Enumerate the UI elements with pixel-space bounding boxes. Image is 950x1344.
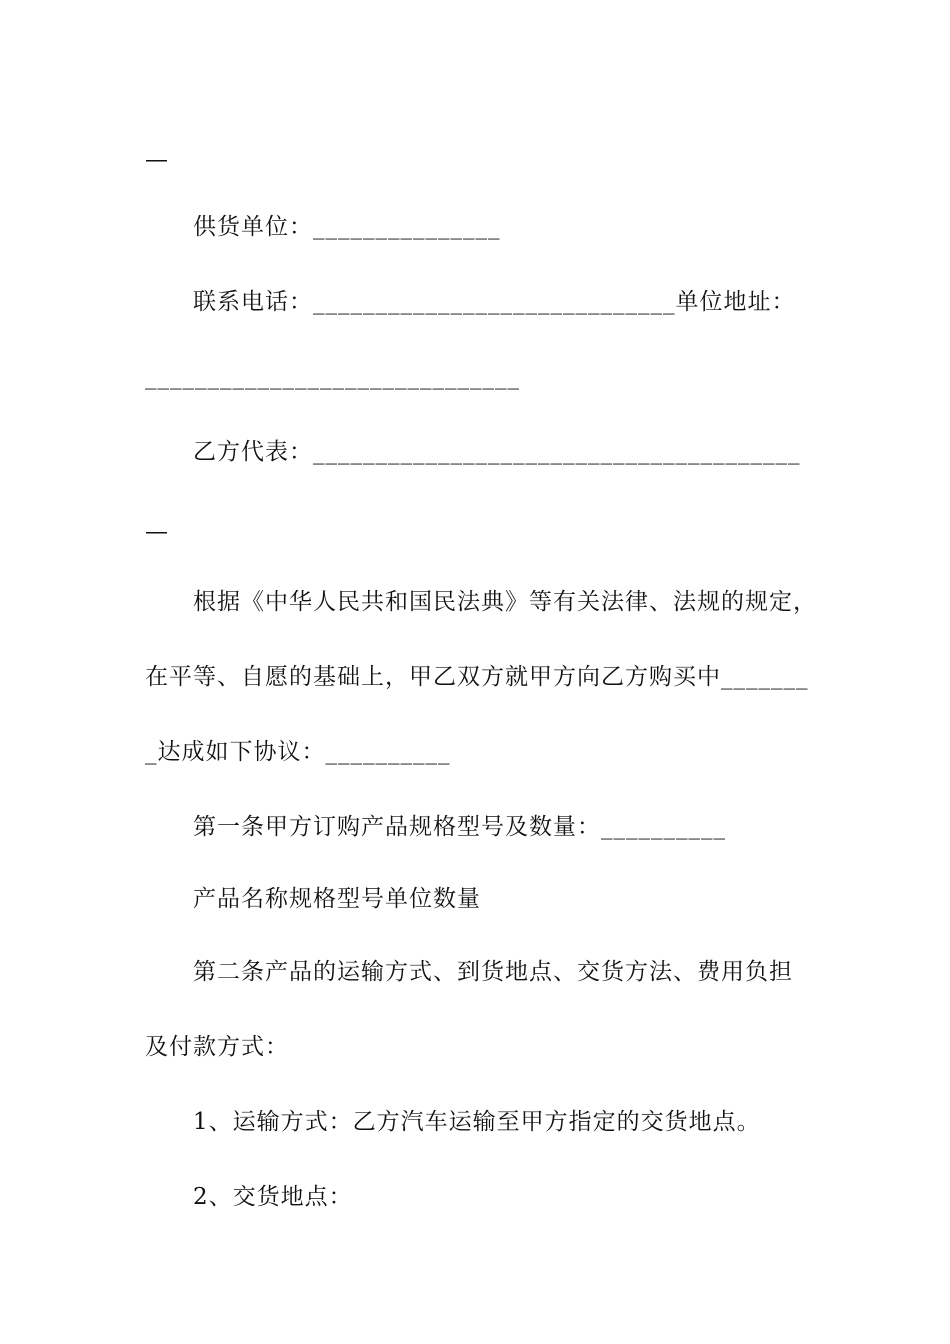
paragraph-basis-line: 根据《中华人民共和国民法典》等有关法律、法规的规定， (193, 589, 817, 615)
dash-line-1: — (145, 147, 169, 173)
party-b-representative-line: 乙方代表：_______________________________________ (193, 439, 801, 465)
article-2-line: 第二条产品的运输方式、到货地点、交货方法、费用负担 (193, 959, 793, 985)
agreement-line: _达成如下协议：__________ (145, 739, 451, 765)
product-table-header-line: 产品名称规格型号单位数量 (193, 886, 481, 912)
payment-method-line: 及付款方式： (145, 1034, 289, 1060)
dash-line-2: — (145, 519, 169, 545)
delivery-place-line: 2、交货地点： (193, 1184, 353, 1210)
paragraph-equality-line: 在平等、自愿的基础上，甲乙双方就甲方向乙方购买中_______ (145, 664, 809, 690)
address-blank-line: ______________________________ (145, 364, 520, 390)
phone-address-line: 联系电话：_____________________________单位地址： (193, 289, 796, 315)
article-1-line: 第一条甲方订购产品规格型号及数量：__________ (193, 814, 726, 840)
transport-method-line: 1、运输方式：乙方汽车运输至甲方指定的交货地点。 (193, 1109, 761, 1135)
supplier-unit-line: 供货单位：_______________ (193, 214, 501, 240)
